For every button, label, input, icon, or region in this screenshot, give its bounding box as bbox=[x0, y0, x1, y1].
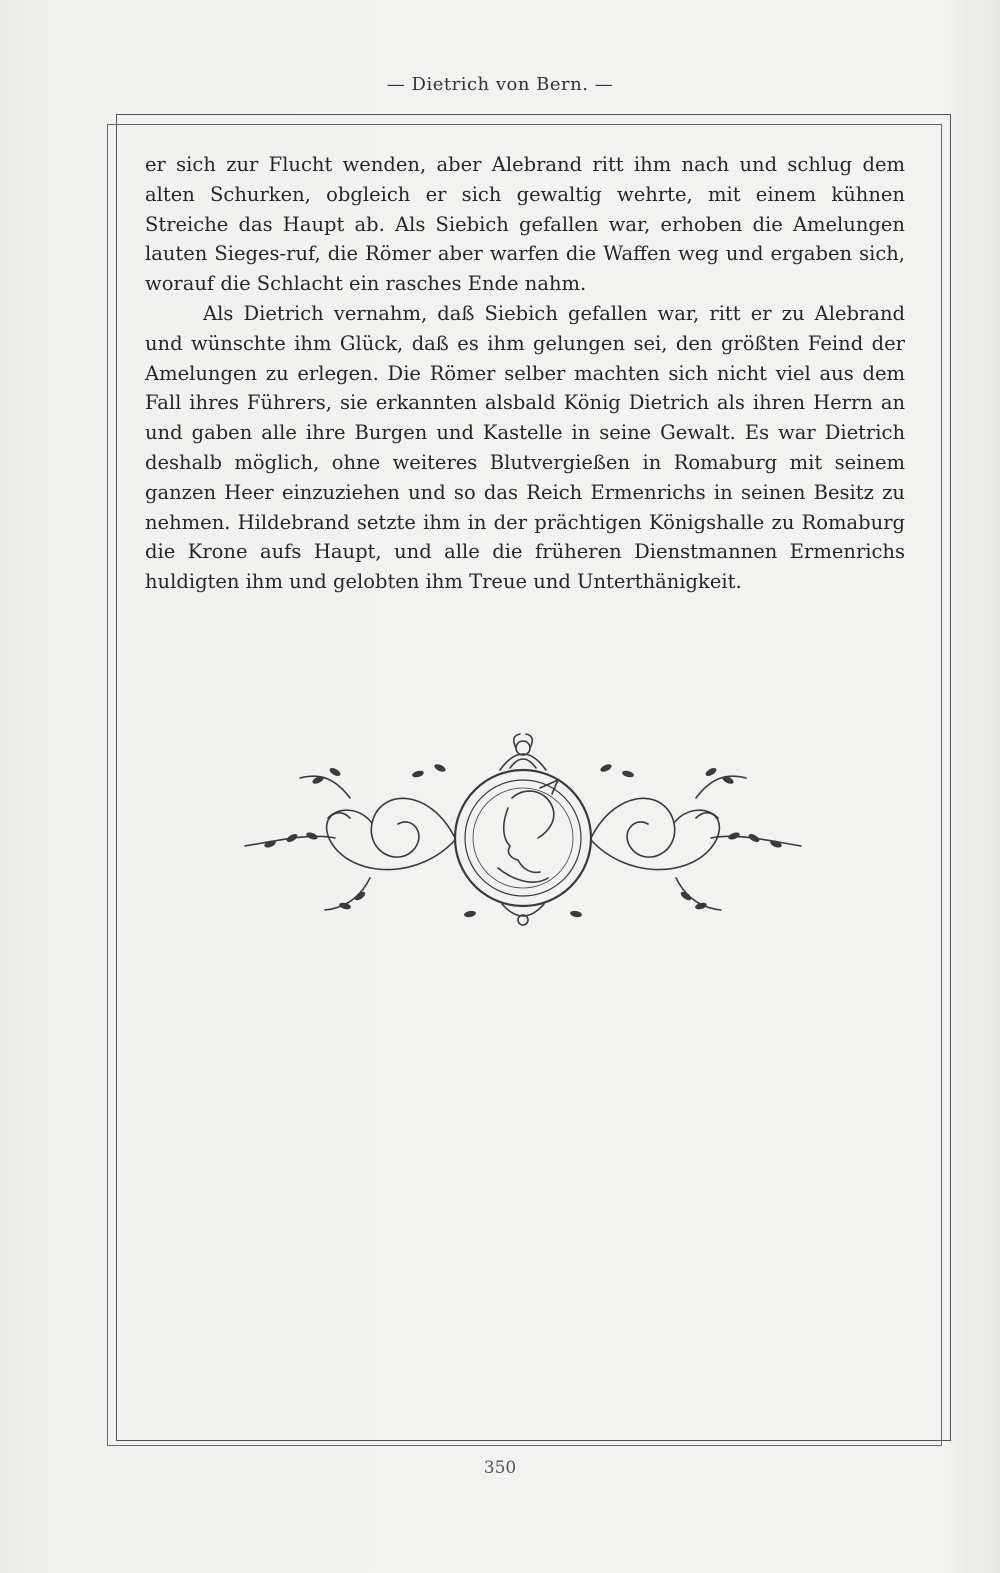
body-text bbox=[145, 150, 905, 597]
running-head: — Dietrich von Bern. — bbox=[386, 74, 614, 95]
paragraph-continued: er sich zur Flucht wenden, aber Alebrand ritt ihm nach und schlug dem alten Schurken, obgleich er sich gewaltig wehrte, mit einem kühnen Streiche das Haupt ab. Als Siebich gefallen war, erhoben die Amelungen lauten Sieges-ruf, die Römer aber warfen die Waffen weg und ergaben sich, worauf die Schlacht ein rasches Ende nahm. bbox=[145, 153, 905, 296]
vignette-ornament bbox=[240, 728, 806, 933]
paragraph: Als Dietrich vernahm, daß Siebich gefallen war, ritt er zu Alebrand und wünschte ihm Glück, daß es ihm gelungen sei, den größten Feind der Amelungen zu erlegen. Die Römer selber machten sich nicht viel aus dem Fall ihres Führers, sie erkannten alsbald König Dietrich als ihren Herrn an und gaben alle ihre Burgen und Kastelle in seine Gewalt. Es war Dietrich deshalb möglich, ohne weiteres Blutvergießen in Romaburg mit seinem ganzen Heer einzuziehen und so das Reich Ermenrichs in seinen Besitz zu nehmen. Hildebrand setzte ihm in der prächtigen Königshalle zu Romaburg die Krone aufs Haupt, und alle die früheren Dienstmannen Ermenrichs huldigten ihm und gelobten ihm Treue und Unterthänigkeit. bbox=[145, 301, 905, 594]
page-number: 350 bbox=[483, 1458, 517, 1478]
